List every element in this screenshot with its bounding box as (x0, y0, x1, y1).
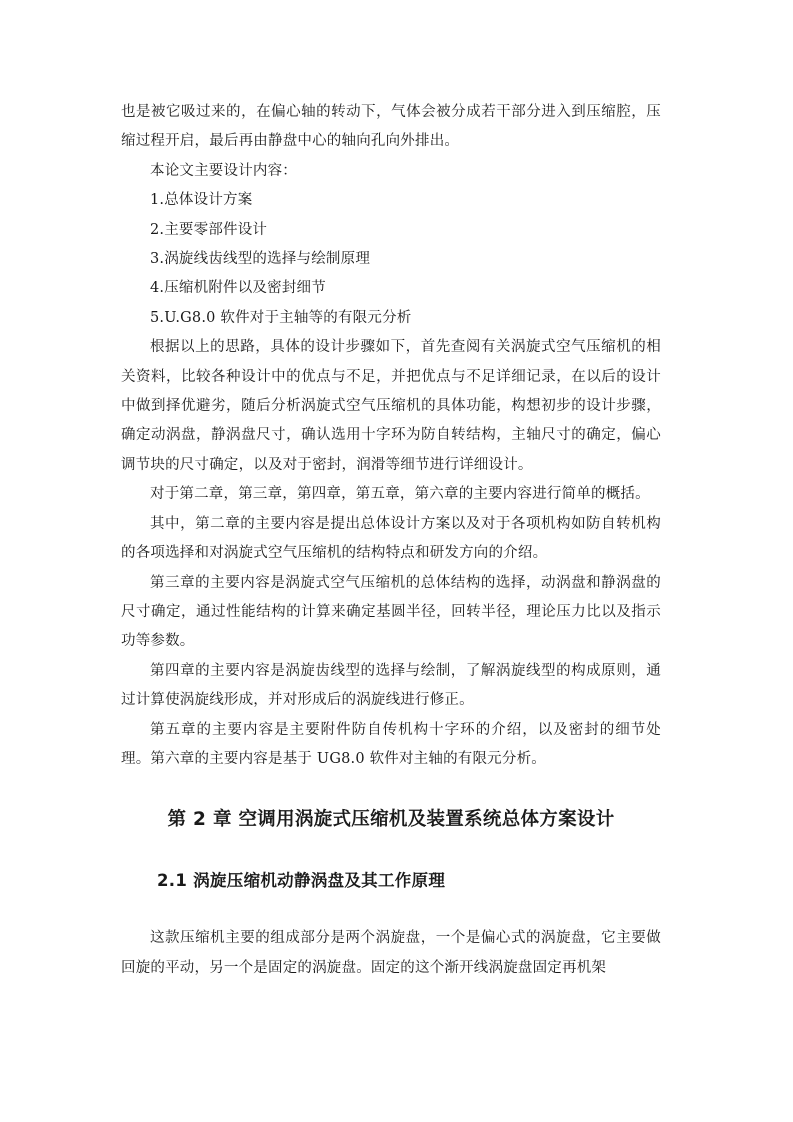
list-item: 2.主要零部件设计 (150, 221, 268, 238)
paragraph-continuation: 也是被它吸过来的，在偏心轴的转动下，气体会被分成若干部分进入到压缩腔，压缩过程开启，最后再由静盘中心的轴向孔向外排出。 (121, 104, 661, 150)
paragraph-working-principle: 这款压缩机主要的组成部分是两个涡旋盘，一个是偏心式的涡旋盘，它主要做回旋的平动，另一个是固定的涡旋盘。固定的这个渐开线涡旋盘固定再机架 (121, 930, 661, 976)
page-content (121, 98, 661, 983)
paragraph-chapter-3: 第三章的主要内容是涡旋式空气压缩机的总体结构的选择，动涡盘和静涡盘的尺寸确定，通过性能结构的计算来确定基圆半径，回转半径，理论压力比以及指示功等参数。 (121, 574, 661, 650)
paragraph-design-steps: 根据以上的思路，具体的设计步骤如下，首先查阅有关涡旋式空气压缩机的相关资料，比较各种设计中的优点与不足，并把优点与不足详细记录，在以后的设计中做到择优避劣，随后分析涡旋式空气压缩机的具体功能，构想初步的设计步骤，确定动涡盘，静涡盘尺寸，确认选用十字环为防自转结构，主轴尺寸的确定，偏心调节块的尺寸确定，以及对于密封，润滑等细节进行详细设计。 (121, 339, 661, 473)
paragraph-chapter-4: 第四章的主要内容是涡旋齿线型的选择与绘制，了解涡旋线型的构成原则，通过计算使涡旋线形成，并对形成后的涡旋线进行修正。 (121, 662, 661, 709)
paragraph-chapter-2: 其中，第二章的主要内容是提出总体设计方案以及对于各项机构如防自转机构的各项选择和对涡旋式空气压缩机的结构特点和研发方向的介绍。 (121, 515, 661, 562)
list-item: 5.U.G8.0 软件对于主轴等的有限元分析 (150, 309, 412, 326)
section-heading: 2.1 涡旋压缩机动静涡盘及其工作原理 (157, 871, 446, 891)
paragraph-chapter-5-6: 第五章的主要内容是主要附件防自传机构十字环的介绍，以及密封的细节处理。第六章的主要内容是基于 UG8.0 软件对主轴的有限元分析。 (121, 721, 661, 767)
chapter-heading: 第 2 章 空调用涡旋式压缩机及装置系统总体方案设计 (167, 809, 615, 831)
paragraph-chapter-summary: 对于第二章，第三章，第四章，第五章，第六章的主要内容进行简单的概括。 (150, 486, 650, 503)
list-item: 1.总体设计方案 (150, 192, 253, 209)
paragraph-contents-intro: 本论文主要设计内容： (150, 162, 297, 179)
list-item: 3.涡旋线齿线型的选择与绘制原理 (150, 251, 371, 268)
list-item: 4.压缩机附件以及密封细节 (150, 280, 326, 297)
